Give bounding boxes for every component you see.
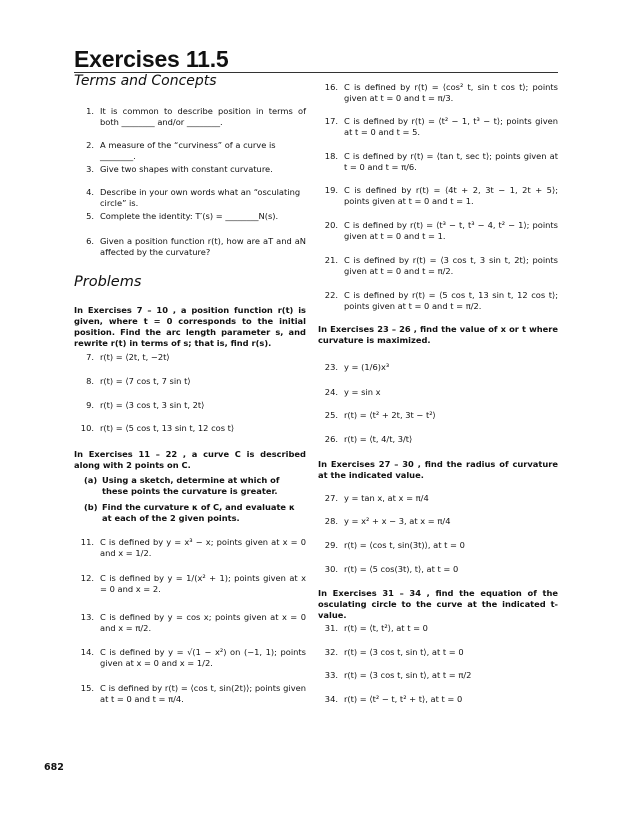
exercise-18	[318, 151, 558, 173]
exercise-number: 11.	[80, 537, 94, 547]
exercise-number: 29.	[324, 540, 338, 550]
exercise-text: r(t) = ⟨t, t²⟩, at t = 0	[344, 623, 428, 633]
exercise-number: 21.	[324, 255, 338, 265]
exercise-number: 27.	[324, 493, 338, 503]
exercise-number: 2.	[86, 140, 94, 150]
exercise-17	[318, 116, 558, 138]
exercise-number: 1.	[86, 106, 94, 116]
exercise-26	[318, 434, 558, 445]
exercise-text: C is defined by y = cos x; points given at x = 0 and x = π/2.	[100, 612, 306, 633]
exercise-text: r(t) = ⟨t² − t, t² + t⟩, at t = 0	[344, 694, 463, 704]
exercise-text: r(t) = ⟨t, 4/t, 3/t⟩	[344, 434, 413, 444]
exercise-4	[74, 187, 306, 209]
exercise-number: 18.	[324, 151, 338, 161]
exercise-29	[318, 540, 558, 551]
exercise-text: y = sin x	[344, 387, 381, 397]
instructions-11-22: In Exercises 11 – 22 , a curve C is described along with 2 points on C.	[74, 449, 306, 470]
exercise-16	[318, 82, 558, 104]
exercise-11	[74, 537, 306, 559]
exercise-number: 22.	[324, 290, 338, 300]
exercise-text: C is defined by r(t) = ⟨t² − 1, t³ − t⟩; points given at t = 0 and t = 5.	[344, 116, 558, 137]
exercise-text: Give two shapes with constant curvature.	[100, 164, 273, 174]
exercise-8	[74, 376, 306, 387]
exercise-2	[74, 140, 306, 162]
exercise-text: C is defined by r(t) = ⟨cos t, sin(2t)⟩; points given at t = 0 and t = π/4.	[100, 683, 306, 704]
page-title: Exercises 11.5	[74, 46, 229, 72]
exercise-13	[74, 612, 306, 634]
exercise-number: 30.	[324, 564, 338, 574]
exercise-number: 8.	[86, 376, 94, 386]
exercise-number: 31.	[324, 623, 338, 633]
exercise-text: Complete the identity: T′(s) = ________N(s).	[100, 211, 279, 221]
exercise-text: r(t) = ⟨5 cos t, 13 sin t, 12 cos t⟩	[100, 423, 235, 433]
exercise-number: 10.	[80, 423, 94, 433]
sub-text: Using a sketch, determine at which of these points the curvature is greater.	[102, 475, 280, 496]
exercise-number: 15.	[80, 683, 94, 693]
exercise-text: C is defined by r(t) = ⟨3 cos t, 3 sin t, 2t⟩; points given at t = 0 and t = π/2.	[344, 255, 558, 276]
exercise-number: 3.	[86, 164, 94, 174]
exercise-14	[74, 647, 306, 669]
exercise-text: r(t) = ⟨cos t, sin(3t)⟩, at t = 0	[344, 540, 465, 550]
exercise-number: 26.	[324, 434, 338, 444]
sub-text: Find the curvature κ of C, and evaluate κ at each of the 2 given points.	[102, 502, 295, 523]
exercise-text: C is defined by r(t) = ⟨tan t, sec t⟩; points given at t = 0 and t = π/6.	[344, 151, 558, 172]
exercise-20	[318, 220, 558, 242]
exercise-number: 34.	[324, 694, 338, 704]
sub-instruction-b	[84, 502, 306, 524]
exercise-3	[74, 164, 306, 175]
sub-instruction-a	[84, 475, 306, 497]
terms-heading: Terms and Concepts	[74, 73, 217, 89]
exercise-21	[318, 255, 558, 277]
exercise-text: y = (1/6)x³	[344, 362, 390, 372]
exercise-33	[318, 670, 558, 681]
exercise-text: y = x² + x − 3, at x = π/4	[344, 516, 451, 526]
exercise-text: C is defined by r(t) = ⟨4t + 2, 3t − 1, 2t + 5⟩; points given at t = 0 and t = 1.	[344, 185, 558, 206]
instructions-7-10: In Exercises 7 – 10 , a position function r(t) is given, where t = 0 corresponds to the initial position. Find the arc length parameter s, and rewrite r(t) in terms of s; that is, find r(s).	[74, 305, 306, 348]
exercise-text: C is defined by r(t) = ⟨5 cos t, 13 sin t, 12 cos t⟩; points given at t = 0 and t = π/2.	[344, 290, 558, 311]
instructions-31-34: In Exercises 31 – 34 , find the equation of the osculating circle to the curve at the indicated t-value.	[318, 588, 558, 620]
exercise-text: r(t) = ⟨3 cos t, sin t⟩, at t = π/2	[344, 670, 472, 680]
instructions-23-26: In Exercises 23 – 26 , find the value of x or t where curvature is maximized.	[318, 324, 558, 345]
exercise-text: A measure of the “curviness” of a curve is ________.	[100, 140, 276, 161]
exercise-number: 12.	[80, 573, 94, 583]
exercise-number: 7.	[86, 352, 94, 362]
exercise-number: 13.	[80, 612, 94, 622]
exercise-6	[74, 236, 306, 258]
exercise-number: 32.	[324, 647, 338, 657]
exercise-number: 33.	[324, 670, 338, 680]
exercise-32	[318, 647, 558, 658]
exercise-25	[318, 410, 558, 421]
exercise-31	[318, 623, 558, 634]
exercise-text: r(t) = ⟨3 cos t, sin t⟩, at t = 0	[344, 647, 464, 657]
exercise-text: Describe in your own words what an “osculating circle” is.	[100, 187, 301, 208]
exercise-number: 19.	[324, 185, 338, 195]
sub-label: (a)	[84, 475, 98, 485]
exercise-34	[318, 694, 558, 705]
exercise-5	[74, 211, 306, 222]
exercise-27	[318, 493, 558, 504]
exercise-number: 4.	[86, 187, 94, 197]
exercise-15	[74, 683, 306, 705]
exercise-number: 24.	[324, 387, 338, 397]
exercise-24	[318, 387, 558, 398]
problems-heading: Problems	[74, 274, 142, 290]
exercise-text: Given a position function r(t), how are aT and aN affected by the curvature?	[100, 236, 306, 257]
exercise-text: y = tan x, at x = π/4	[344, 493, 429, 503]
exercise-number: 14.	[80, 647, 94, 657]
exercise-text: r(t) = ⟨3 cos t, 3 sin t, 2t⟩	[100, 400, 205, 410]
exercise-12	[74, 573, 306, 595]
exercise-22	[318, 290, 558, 312]
exercise-number: 28.	[324, 516, 338, 526]
exercise-text: C is defined by y = √(1 − x²) on (−1, 1); points given at x = 0 and x = 1/2.	[100, 647, 306, 668]
exercise-19	[318, 185, 558, 207]
exercise-number: 5.	[86, 211, 94, 221]
exercise-number: 25.	[324, 410, 338, 420]
sub-label: (b)	[84, 502, 98, 512]
instructions-27-30: In Exercises 27 – 30 , find the radius of curvature at the indicated value.	[318, 459, 558, 480]
exercise-text: r(t) = ⟨t² + 2t, 3t − t²⟩	[344, 410, 436, 420]
exercise-number: 23.	[324, 362, 338, 372]
exercise-text: r(t) = ⟨2t, t, −2t⟩	[100, 352, 170, 362]
exercise-text: C is defined by r(t) = ⟨t³ − t, t³ − 4, t² − 1⟩; points given at t = 0 and t = 1.	[344, 220, 558, 241]
exercise-7	[74, 352, 306, 363]
exercise-text: C is defined by y = x³ − x; points given at x = 0 and x = 1/2.	[100, 537, 306, 558]
exercise-30	[318, 564, 558, 575]
exercise-number: 20.	[324, 220, 338, 230]
exercise-text: C is defined by r(t) = ⟨cos² t, sin t cos t⟩; points given at t = 0 and t = π/3.	[344, 82, 558, 103]
exercise-number: 16.	[324, 82, 338, 92]
exercise-text: C is defined by y = 1/(x² + 1); points given at x = 0 and x = 2.	[100, 573, 306, 594]
exercise-number: 9.	[86, 400, 94, 410]
exercise-23	[318, 362, 558, 373]
exercise-number: 6.	[86, 236, 94, 246]
exercise-28	[318, 516, 558, 527]
exercise-1	[74, 106, 306, 128]
exercise-text: r(t) = ⟨7 cos t, 7 sin t⟩	[100, 376, 191, 386]
page-number: 682	[44, 762, 64, 773]
exercise-9	[74, 400, 306, 411]
exercise-10	[74, 423, 306, 434]
exercise-number: 17.	[324, 116, 338, 126]
exercise-text: r(t) = ⟨5 cos(3t), t⟩, at t = 0	[344, 564, 459, 574]
exercise-text: It is common to describe position in terms of both ________ and/or ________.	[100, 106, 306, 127]
